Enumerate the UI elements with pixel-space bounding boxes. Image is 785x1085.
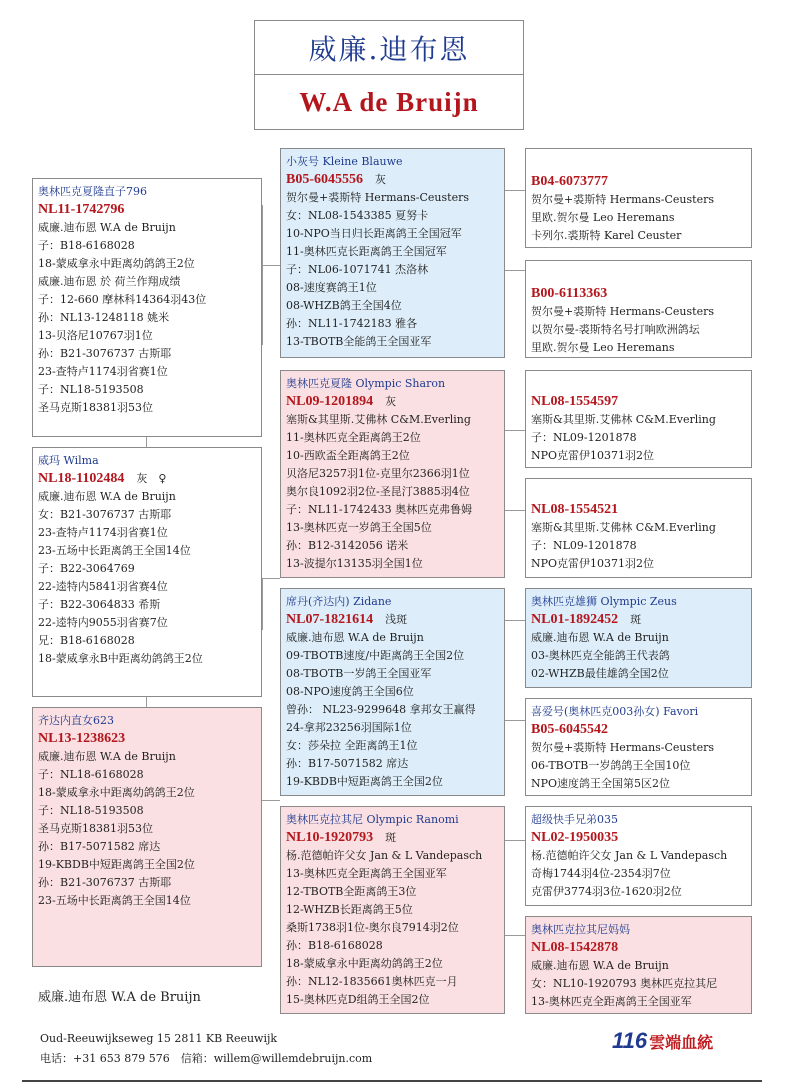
footer-address: Oud-Reeuwijkseweg 15 2811 KB Reeuwijk [40,1032,278,1045]
info-line: 奥尔良1092羽2位-圣昆汀3885羽4位 [286,485,470,498]
info-line: 圣马克斯18381羽53位 [38,822,153,835]
pedigree-box-granddam-2 [280,806,505,1014]
info-line: NPO克雷伊10371羽2位 [531,557,655,570]
info-line: 23-查特卢1174羽省赛1位 [38,365,168,378]
info-line: 贺尔曼+裘斯特 Hermans-Ceusters [531,305,714,318]
connector [262,265,280,266]
info-line: 孙：B18-6168028 [286,939,383,952]
ring-number: NL18-1102484 灰 ♀ [38,471,167,486]
logo [612,1028,713,1054]
connector [505,430,525,431]
bird-color: 斑 [630,613,642,626]
bird-name: 喜爱号(奥林匹克003孙女) Favori [531,705,699,718]
info-line: 孙：NL13-1248118 姚米 [38,311,170,324]
ring-number: B04-6073777 [531,174,608,189]
bird-color: 浅斑 [385,613,408,626]
info-line: 23-五场中长距离鸽王全国14位 [38,894,191,907]
info-line: 女：莎朵拉 全距离鸽王1位 [286,739,418,752]
connector [146,697,147,707]
info-line: 15-奥林匹克D组鸽王全国2位 [286,993,430,1006]
info-line: 子：NL18-5193508 [38,383,144,396]
bird-color: 灰 [385,395,397,408]
info-line: 女：B21-3076737 古斯耶 [38,508,172,521]
info-line: 子：NL06-1071741 杰洛林 [286,263,429,276]
info-line: 18-蒙威拿永中距离幼鸽鸽王2位 [38,257,195,270]
connector [262,205,263,345]
info-line: 12-WHZB长距离鸽王5位 [286,903,413,916]
info-line: 贺尔曼+裘斯特 Hermans-Ceusters [531,193,714,206]
info-line: 08-WHZB鸽王全国4位 [286,299,402,312]
info-line: 以贺尔曼-裘斯特名号打响欧洲鸽坛 [531,323,700,336]
info-line: 子：NL09-1201878 [531,539,637,552]
info-line: 孙：NL12-1835661奥林匹克一月 [286,975,458,988]
info-line: 18-蒙威拿永中距离幼鸽鸽王2位 [286,957,443,970]
info-line: 13-TBOTB全能鸽王全国亚军 [286,335,432,348]
ring-number: NL08-1554597 [531,394,619,409]
pedigree-box-great-grandparent-6 [525,698,752,796]
info-line: 11-奥林匹克长距离鸽王全国冠军 [286,245,447,258]
info-line: 威廉.迪布恩 於 荷兰作翔成绩 [38,275,181,288]
bird-color: 斑 [385,831,397,844]
info-line: 13-奥林匹克一岁鸽王全国5位 [286,521,432,534]
info-line: NPO克雷伊10371羽2位 [531,449,655,462]
ring-number: NL10-1920793 斑 [286,830,397,845]
bird-name: 奥林匹克拉其尼 Olympic Ranomi [286,813,459,826]
pedigree-box-granddam-1 [280,370,505,578]
info-line: 孙：B21-3076737 古斯耶 [38,876,172,889]
info-line: 女：NL08-1543385 夏努卡 [286,209,429,222]
connector [262,578,280,579]
info-line: 13-贝洛尼10767羽1位 [38,329,153,342]
info-line: 贺尔曼+裘斯特 Hermans-Ceusters [286,191,469,204]
info-line: 子：B22-3064833 希斯 [38,598,161,611]
footer-contact: 电话：+31 653 879 576 信箱：willem@willemdebruijn.com [40,1052,373,1065]
info-line: 子：NL18-5193508 [38,804,144,817]
bottom-rule [22,1080,762,1082]
info-line: 圣马克斯18381羽53位 [38,401,153,414]
info-line: 10-NPO当日归长距离鸽王全国冠军 [286,227,462,240]
ring-number: B00-6113363 [531,286,608,301]
info-line: 13-奥林匹克全距离鸽王全国亚军 [286,867,447,880]
info-line: 女：NL10-1920793 奥林匹克拉其尼 [531,977,718,990]
connector [505,720,525,721]
breeder-signature: 威廉.迪布恩 W.A de Bruijn [38,990,201,1005]
info-line: 杨.范德帕许父女 Jan & L Vandepasch [286,849,483,862]
title-chinese: 威廉.迪布恩 [255,21,523,75]
ring-number: NL13-1238623 [38,731,126,746]
info-line: 10-西欧盃全距离鸽王2位 [286,449,410,462]
connector [505,840,525,841]
info-line: 18-蒙威拿永中距离幼鸽鸽王2位 [38,786,195,799]
pedigree-box-great-grandparent-3 [525,370,752,468]
pedigree-box-great-grandparent-8 [525,916,752,1014]
info-line: 威廉.迪布恩 W.A de Bruijn [38,490,176,503]
bird-name: 齐达内直女623 [38,714,114,727]
info-line: 13-波提尔13135羽全国1位 [286,557,423,570]
info-line: 子：B22-3064769 [38,562,135,575]
ring-number: B05-6045542 [531,722,608,737]
info-line: 子：NL18-6168028 [38,768,144,781]
pedigree-box-great-grandparent-4 [525,478,752,578]
pedigree-box-great-grandparent-2 [525,260,752,358]
ring-number: NL01-1892452 斑 [531,612,642,627]
logo-number: 116 [612,1028,648,1053]
connector [146,437,147,447]
info-line: 威廉.迪布恩 W.A de Bruijn [531,631,669,644]
info-line: 12-TBOTB全距离鸽王3位 [286,885,417,898]
info-line: 孙：B21-3076737 古斯耶 [38,347,172,360]
pedigree-box-great-grandparent-7 [525,806,752,906]
ring-number: NL09-1201894 灰 [286,394,397,409]
info-line: 22-逵特内5841羽省赛4位 [38,580,168,593]
info-line: 贝洛尼3257羽1位-克里尔2366羽1位 [286,467,470,480]
logo-text: 雲端血統 [649,1033,714,1052]
connector [262,578,263,630]
info-line: 塞斯&其里斯.艾佛林 C&M.Everling [286,413,471,426]
info-line: NPO速度鸽王全国第5区2位 [531,777,671,790]
bird-name: 奥林匹克雄狮 Olympic Zeus [531,595,677,608]
ring-number: B05-6045556 灰 [286,172,386,187]
info-line: 孙：B17-5071582 席达 [286,757,409,770]
info-line: 孙：B12-3142056 诺米 [286,539,409,552]
info-line: 里欧.贺尔曼 Leo Heremans [531,341,675,354]
info-line: 杨.范德帕许父女 Jan & L Vandepasch [531,849,728,862]
info-line: 桑斯1738羽1位-奥尔良7914羽2位 [286,921,459,934]
info-line: 奇梅1744羽4位-2354羽7位 [531,867,671,880]
info-line: 卡列尔.裘斯特 Karel Ceuster [531,229,682,242]
ring-number: NL07-1821614 浅斑 [286,612,408,627]
info-line: 孙：B17-5071582 席达 [38,840,161,853]
pedigree-box-grandsire-1 [280,148,505,358]
info-line: 子：NL11-1742433 奥林匹克弗鲁姆 [286,503,473,516]
info-line: 02-WHZB最佳雄鸽全国2位 [531,667,669,680]
info-line: 08-TBOTB一岁鸽王全国亚军 [286,667,432,680]
ring-number: NL11-1742796 [38,202,125,217]
info-line: 孙：NL11-1742183 雅各 [286,317,418,330]
bird-name: 席丹(齐达内) Zidane [286,595,392,608]
bird-name: 奥林匹克夏隆直子796 [38,185,147,198]
info-line: 03-奥林匹克全能鸽王代表鸽 [531,649,670,662]
title-box [254,20,524,130]
info-line: 19-KBDB中短距离鸽王全国2位 [286,775,443,788]
info-line: 威廉.迪布恩 W.A de Bruijn [38,221,176,234]
info-line: 里欧.贺尔曼 Leo Heremans [531,211,675,224]
connector [505,935,525,936]
connector [505,510,525,511]
info-line: 11-奥林匹克全距离鸽王2位 [286,431,421,444]
info-line: 22-逵特内9055羽省赛7位 [38,616,168,629]
info-line: 塞斯&其里斯.艾佛林 C&M.Everling [531,413,716,426]
info-line: 子：B18-6168028 [38,239,135,252]
info-line: 18-蒙威拿永B中距离幼鸽鸽王2位 [38,652,203,665]
connector [505,190,525,191]
info-line: 23-查特卢1174羽省赛1位 [38,526,168,539]
ring-number: NL08-1554521 [531,502,619,517]
bird-color: 灰 [375,173,386,186]
pedigree-box-dam [32,707,262,967]
info-line: 威廉.迪布恩 W.A de Bruijn [38,750,176,763]
info-line: 08-NPO速度鸽王全国6位 [286,685,414,698]
info-line: 威廉.迪布恩 W.A de Bruijn [286,631,424,644]
info-line: 13-奥林匹克全距离鸽王全国亚军 [531,995,692,1008]
info-line: 贺尔曼+裘斯特 Hermans-Ceusters [531,741,714,754]
info-line: 09-TBOTB速度/中距离鸽王全国2位 [286,649,465,662]
info-line: 24-拿邦23256羽国际1位 [286,721,412,734]
title-english: W.A de Bruijn [299,87,479,117]
info-line: 子：NL09-1201878 [531,431,637,444]
pedigree-box-grandsire-2 [280,588,505,796]
ring-number: NL02-1950035 [531,830,619,845]
bird-name: 超级快手兄弟035 [531,813,618,826]
info-line: 威廉.迪布恩 W.A de Bruijn [531,959,669,972]
bird-name: 小灰号 Kleine Blauwe [286,155,403,168]
pedigree-box-great-grandparent-1 [525,148,752,248]
pedigree-box-great-grandparent-5 [525,588,752,688]
info-line: 06-TBOTB一岁鸽鸽王全国10位 [531,759,691,772]
connector [262,800,280,801]
pedigree-box-sire [32,178,262,437]
bird-color: 灰 ♀ [136,472,167,485]
info-line: 23-五场中长距离鸽王全国14位 [38,544,191,557]
info-line: 塞斯&其里斯.艾佛林 C&M.Everling [531,521,716,534]
connector [505,270,525,271]
info-line: 子：12-660 摩林科14364羽43位 [38,293,207,306]
info-line: 兄：B18-6168028 [38,634,135,647]
bird-name: 威玛 Wilma [38,454,99,467]
info-line: 19-KBDB中短距离鸽王全国2位 [38,858,195,871]
pedigree-box-subject [32,447,262,697]
ring-number: NL08-1542878 [531,940,619,955]
bird-name: 奥林匹克拉其尼妈妈 [531,923,630,936]
info-line: 曾孙： NL23-9299648 拿邦女王赢得 [286,703,476,716]
info-line: 克雷伊3774羽3位-1620羽2位 [531,885,682,898]
info-line: 08-速度赛鸽王1位 [286,281,377,294]
bird-name: 奥林匹克夏隆 Olympic Sharon [286,377,446,390]
connector [505,620,525,621]
